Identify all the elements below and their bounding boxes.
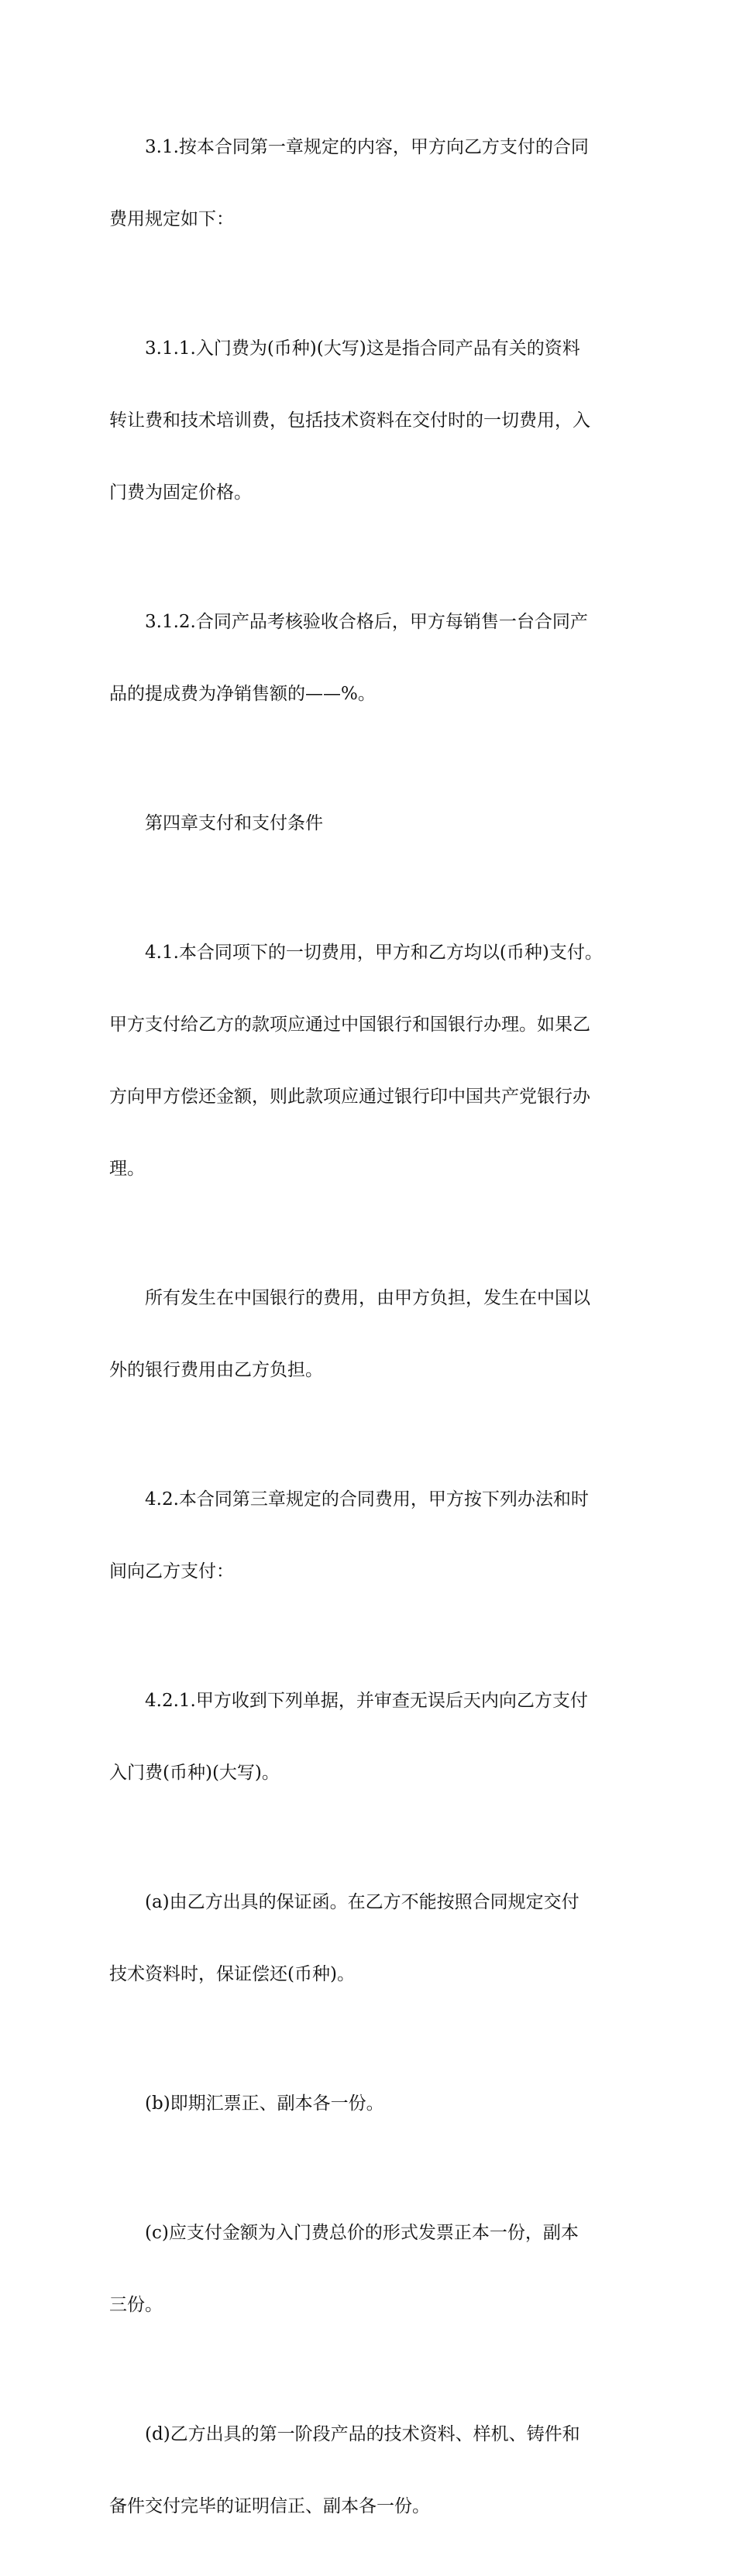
text-line: 4.1.本合同项下的一切费用，甲方和乙方均以(币种)支付。 <box>145 943 603 963</box>
paragraph-3-1-2 <box>109 562 630 754</box>
document-body <box>109 88 630 2576</box>
item-a <box>109 1843 630 2035</box>
text-line: 间向乙方支付： <box>109 1561 234 1582</box>
paragraph-4-2 <box>109 1440 630 1632</box>
text-line: (a)由乙方出具的保证函。在乙方不能按照合同规定交付 <box>145 1892 580 1912</box>
text-line: 4.2.本合同第三章规定的合同费用，甲方按下列办法和时 <box>145 1489 589 1510</box>
text-line: 所有发生在中国银行的费用，由甲方负担，发生在中国以 <box>145 1288 590 1308</box>
text-line: 费用规定如下： <box>109 209 234 229</box>
text-line: 技术资料时，保证偿还(币种)。 <box>109 1964 355 1984</box>
text-line: 3.1.1.入门费为(币种)(大写)这是指合同产品有关的资料 <box>145 338 580 359</box>
text-line: 第四章支付和支付条件 <box>145 813 323 833</box>
text-line: 甲方支付给乙方的款项应通过中国银行和国银行办理。如果乙 <box>109 1015 590 1035</box>
text-line: 外的银行费用由乙方负担。 <box>109 1360 323 1380</box>
text-line: 3.1.2.合同产品考核验收合格后，甲方每销售一台合同产 <box>145 612 588 632</box>
text-line: 入门费(币种)(大写)。 <box>109 1763 280 1783</box>
item-d <box>109 2375 630 2567</box>
text-line: (b)即期汇票正、副本各一份。 <box>145 2093 384 2114</box>
paragraph-4-1 <box>109 893 630 1229</box>
text-line: 4.2.1.甲方收到下列单据，并审查无误后天内向乙方支付 <box>145 1691 588 1711</box>
text-line: 转让费和技术培训费，包括技术资料在交付时的一切费用，入 <box>109 410 590 431</box>
text-line: 理。 <box>109 1159 145 1179</box>
text-line: 品的提成费为净销售额的——%。 <box>109 684 376 704</box>
paragraph-bank-fees <box>109 1238 630 1431</box>
paragraph-4-2-1 <box>109 1641 630 1833</box>
text-line: (c)应支付金额为入门费总价的形式发票正本一份，副本 <box>145 2223 579 2243</box>
text-line: 三份。 <box>109 2295 163 2315</box>
paragraph-3-1 <box>109 88 630 280</box>
text-line: 方向甲方偿还金额，则此款项应通过银行印中国共产党银行办 <box>109 1087 590 1107</box>
text-line: 门费为固定价格。 <box>109 483 252 503</box>
item-b <box>109 2044 630 2164</box>
text-line: 备件交付完毕的证明信正、副本各一份。 <box>109 2496 430 2516</box>
paragraph-3-1-1 <box>109 289 630 553</box>
text-line: (d)乙方出具的第一阶段产品的技术资料、样机、铸件和 <box>145 2424 580 2444</box>
item-c <box>109 2173 630 2365</box>
chapter-4-heading <box>109 764 630 884</box>
text-line: 3.1.按本合同第一章规定的内容，甲方向乙方支付的合同 <box>145 137 589 157</box>
